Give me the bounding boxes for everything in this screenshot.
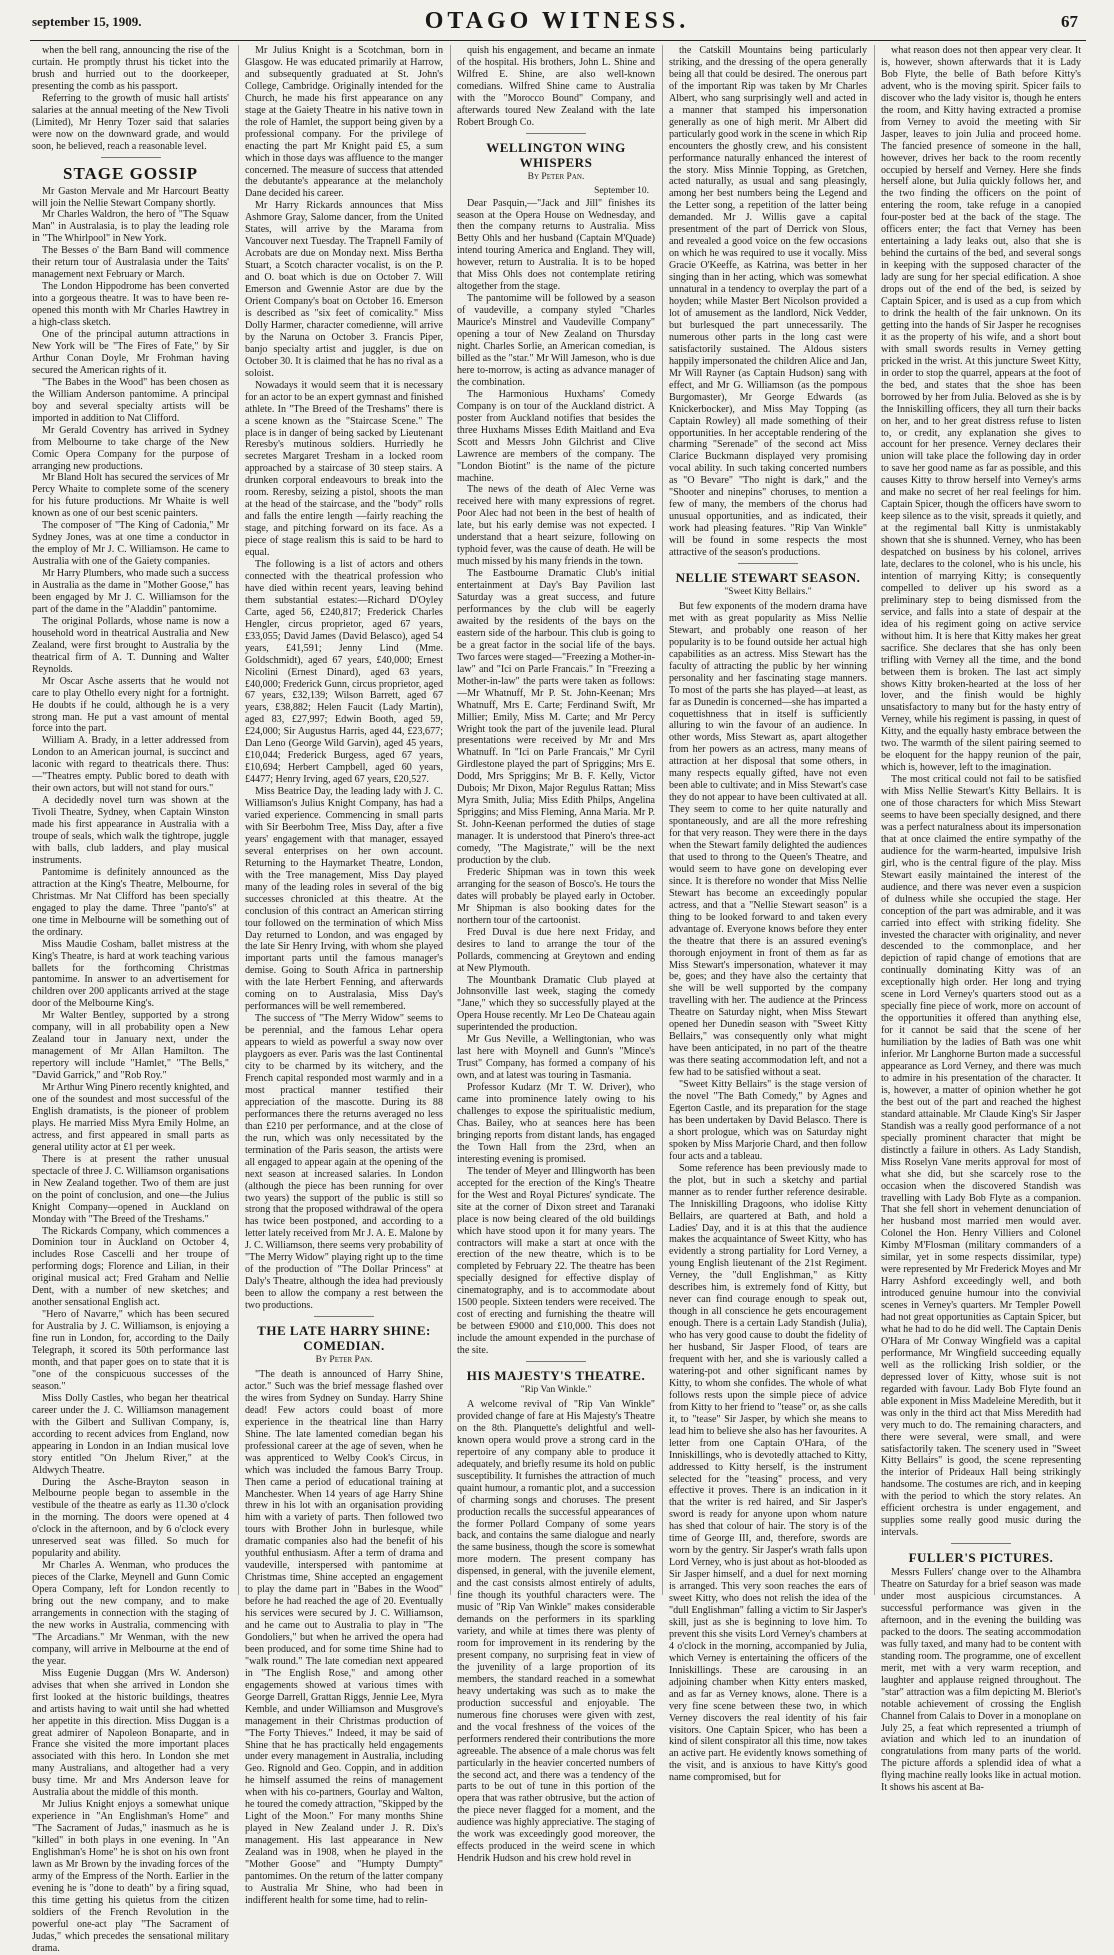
paragraph: Mr Oscar Asche asserts that he would not care to play Othello every night for a fortnight. He doubts if he could, although he is a very strong man. He put a vast amount of mental force into the part. [32, 675, 229, 735]
section-heading-fullers-pictures: FULLER'S PICTURES. [908, 1550, 1054, 1566]
column-divider [238, 45, 239, 1595]
paragraph: Miss Dolly Castles, who began her theatrical career under the J. C. Williamson management with the Gilbert and Sullivan Company, is, according to recent advices from England, now appearing in London in an Indian musical love story entitled "On Jhelum River," at the Aldwych Theatre. [32, 1392, 229, 1476]
section-heading-wellington: WELLINGTON WING WHISPERS [486, 139, 626, 170]
paragraph: The following is a list of actors and others connected with the theatrical profession who have died within recent years, leaving behind them substantial estates:—Richard D'Oyley Carte, aged 56, £240,817; Frederick Charles Hengler, circus proprietor, aged 67 years, £33,055; David James (David Belasco), aged 54 years, £41,591; Jenny Lind (Mme. Goldschmidt), aged 67 years, £40,000; Ernest Nicolini (Ernest Dinard), aged 63 years, £40,000; Frederick Gunn, circus proprietor, aged 67 years, £32,139; Wilson Barrett, aged 67 years, £38,882; Helen Faucit (Lady Martin), aged 83, £27,997; Edwin Booth, aged 59, £24,000; Sir Augustus Harris, aged 44, £23,677; Dan Leno (George Wild Garvin), aged 45 years, £10,044; Frederick Burgess, aged 67 years, £10,694; Herbert Campbell, aged 60 years, £4477; Henry Irving, aged 67 years, £20,527. [245, 558, 443, 786]
column-5 [881, 45, 1081, 1794]
paragraph: The tender of Meyer and Illingworth has been accepted for the erection of the King's Theatre for the West and Royal Pictures' syndicate. The site at the corner of Dixon street and Taranaki place is now being cleared of the old buildings which have stood upon it for many years. The contractors will make a start at once with the erection of the new theatre, which is to be completed by February 22. The theatre has been specially designed for effective display of cinematography, and is to accommodate about 1500 people. Sixteen tenders were received. The cost of erecting and furnishing the theatre will be between £9000 and £10,000. This does not include the amount expended in the purchase of the site. [457, 1165, 655, 1357]
paragraph: when the bell rang, announcing the rise of the curtain. He promptly thrust his ticket into the brush and hurried out to the doorkeeper, presenting the comb as his passport. [32, 45, 229, 92]
paragraph: what reason does not then appear very clear. It is, however, shown afterwards that it is Lady Bob Flyte, the belle of Bath before Kitty's advent, who is the moving spirit. Spicer fails to discover who the lady visitor is, though he enters the room, and Kitty having extracted a promise from Verney to avoid the meeting with Sir Jasper, leaves to join Julia and proceed home. The fancied presence of someone in the hall, however, drives her back to the room recently occupied by herself and Verney. Here she finds herself alone, but Julia quickly follows her, and the two finding the officers on the point of entering the room, take refuge in a canopied four-poster bed at the back of the stage. The officers enter; the fact that Verney has been entertaining a lady leaks out, also that she is behind the curtains of the bed, and several songs in keeping with the supposed character of the lady are sung for her special edification. A shoe drops out of the end of the bed, is seized by Captain Spicer, and is used as a cup from which to drink the health of the fair unknown. On its getting into the hands of Sir Jasper he recognises it as the property of his wife, and a short bout with small swords results in Verney getting pricked in the wrist. At this juncture Sweet Kitty, in order to stop the quarrel, appears at the foot of the bed, and states that the shoe has been borrowed by her from Julia. Beloved as she is by the Inniskilling officers, they all turn their backs on her, and to her great distress refuse to listen to, or credit, any explanation she gives to account for her presence. Verney declares their union will take place the following day in order to save her good name as far as possible, and this causes Kitty to throw herself into Verney's arms and make no secret of her real feelings for him. Captain Spicer, though the officers have sworn to keep silence as to the visit, spreads it quietly, and at the regimental ball Kitty is unmistakably shown that she is shunned. Verney, who has been despatched on business by his colonel, arrives late, declares to the colonel, who is his uncle, his intention of marrying Kitty; is consequently compelled to deliver up his sword as a preliminary step to being dismissed from the service, and falls into a state of despair at the idea of his regiment going on active service without him. It is here that Kitty makes her great sacrifice. She declares that she has only been trifling with Verney all the time, and the bond between them is broken. The last act simply shows Kitty broken-hearted at the loss of her lover, and the finish would be highly unsatisfactory to many but for the hasty entry of Verney, while his regiment is passing, in quest of Kitty, and the equally hasty embrace between the two. The warmth of the silent pairing seemed to be eloquent for the happy reunion of the pair, which is, however, left to the imagination. [881, 45, 1081, 774]
paragraph: Some reference has been previously made to the plot, but in such a sketchy and partial manner as to render further reference desirable. The Inniskilling Dragoons, who idolise Kitty Bellairs, are quartered at Bath, and hold a Ladies' Day, and it is at this that the audience makes the acquaintance of Sweet Kitty, who has evidently a strong partiality for Lord Verney, a young English lieutenant of the 21st Regiment. Verney, the "dull Englishman," as Kitty describes him, is extremely fond of Kitty, but never can find courage enough to speak out, though in all conscience he gets encouragement enough. There is a certain Lady Standish (Julia), who has very good cause to doubt the fidelity of her husband, Sir Jasper Flood, of tears are frequent with her, and she is variously called a watering-pot and other significant names by Kitty, to whom she confides. The whole of what follows rests upon the simple piece of advice from Kitty to her friend to "tease" or, as she calls it, to "tease" Sir Jasper, by which she means to lead him to believe she also has her favourites. A letter from one Captain O'Hara, of the Inniskillings, who is devotedly attached to Kitty, addressed to Kitty herself, is the instrument selected for the "teasing" process, and very effective it proves. There is an indication in it that the writer is red haired, and Sir Jasper's sword is ready for anyone upon whom nature has shed that colour of hair. The story is of the time of George III, and, therefore, swords are worn by the gentry. Sir Jasper's wrath falls upon Lord Verney, who is just about as hot-blooded as Sir Jasper himself, and a duel for next morning is arranged. This very soon reaches the ears of sweet Kitty, who does not relish the idea of the "dull Englishman" falling a victim to Sir Jasper's skill, just as she is beginning to love him. To prevent this she visits Lord Verney's chambers at 4 o'clock in the morning, accompanied by Julia, which Verney is entertaining the officers of the Inniskillings. These are carousing in an adjoining chamber when Kitty enters masked, and as far as Verney knows, alone. There is a very fine scene between these two, in which Verney discovers the real identity of his fair visitors. One Captain Spicer, who has been a kind of silent conspirator all this time, now takes an active part. He evidently knows something of the visit, and is anxious to have Kitty's good name compromised, but for [669, 1162, 867, 1784]
column-divider [662, 45, 663, 1595]
paragraph: "The death is announced of Harry Shine, actor." Such was the brief message flashed over the wires from Sydney on Sunday. Harry Shine dead! Few actors could boast of more experience in the theatrical line than Harry Shine. The late lamented comedian began his professional career at the age of seven, when he was apprenticed to Welby Cook's Circus, in which was included the famous Barry Troup. Then came a period of educational training at Manchester. When 14 years of age Harry Shine threw in his lot with an organisation providing him with a variety of parts. Then followed two tours with Brother John in burlesque, while dramatic companies also had the benefit of his youthful enthusiasm. After a term of drama and vaudeville, interspersed with pantomime at Christmas time, Shine accepted an engagement to play the dame part in "Babes in the Wood" before he had reached the age of 20. Eventually his services were secured by J. C. Williamson, and he came out to Australia to play in "The Gondoliers," but when he arrived the opera had been produced, and for some time Shine had to "walk round." The late comedian next appeared in "The English Rose," and among other engagements showed at various times with George Darrell, Grattan Riggs, Jennie Lee, Myra Kemble, and under Williamson and Musgrove's management in their Christmas production of "The Forty Thieves." Indeed, it may be said of Shine that he has practically held engagements under every management in Australia, including Geo. Rignold and Geo. Coppin, and in addition he himself assumed the reins of management when with his co-partners, Gourlay and Walton, he toured the comedy attraction, "Skipped by the Light of the Moon." For many months Shine played in New Zealand under J. R. Dix's management. His last appearance in New Zealand was in 1908, when he played in the "Mother Goose" and "Humpty Dumpty" pantomimes. On the return of the latter company to Australia Mr Shine, who had been in indifferent health for some time, had to relin- [245, 1368, 443, 1906]
paragraph: During the Asche-Brayton season in Melbourne people began to assemble in the vestibule of the theatre as early as 11.30 o'clock in the morning. The doors were opened at 4 o'clock in the afternoon, and by 6 o'clock every unreserved seat was filled. So much for popularity and ability. [32, 1476, 229, 1560]
paragraph: Mr Bland Holt has secured the services of Mr Percy Whaite to complete some of the scenery for his future productions. Mr Whaite is well known as one of our best scenic painters. [32, 472, 229, 520]
column-2 [245, 45, 443, 1906]
paragraph: The Besses o' the Barn Band will commence their return tour of Australasia under the Taits' management next February or March. [32, 245, 229, 281]
paragraph: Mr Charles A. Wenman, who produces the pieces of the Clarke, Meynell and Gunn Comic Opera Company, left for London recently to bring out the new company, and to make arrangements in connection with the staging of the new works in Australia, commencing with "The Arcadians." Mr Wenman, with the new company, will arrive in Melbourne at the end of the year. [32, 1560, 229, 1667]
paragraph: Mr Walter Bentley, supported by a strong company, will in all probability open a New Zealand tour in January next, under the management of Mr Allan Hamilton. The repertory will include "Hamlet," "The Bells," "David Garrick," and "Rob Roy." [32, 1010, 229, 1082]
paragraph: The most critical could not fail to be satisfied with Miss Nellie Stewart's Kitty Bellairs. It is one of those characters for which Miss Stewart seems to have been specially designed, and there was a perfect naturalness about its impersonation that at once claimed the entire sympathy of the audience for the warm-hearted, impulsive Irish girl, who is the central figure of the play. Miss Stewart easily maintained the interest of the audience, and there was never even a suspicion of dulness while she occupied the stage. Her conception of the part was admirable, and it was carried into effect with striking fidelity. She invested the character with originality, and never descended to the commonplace, and her depiction of rapid change of emotions that are continually dominating Kitty was of an exceptionally high order. Her long and trying scene in Lord Verney's quarters stood out as a specially fine piece of work, more on account of the opportunities it offered than anything else, for it cannot be said that the scene of her humiliation by the ladies of Bath was one whit inferior. Mr Langhorne Burton made a successful appearance as Lord Verney, and there was much to admire in his presentation of the character. It is, however, a matter of opinion whether he got the best out of the part and reached the highest standard attainable. Mr Claude King's Sir Jasper Standish was a really good performance of a not specially prominent character that might be distinctly a failure in others. As Lady Standish, Miss Roselyn Vane merits approval for most of what she did, but she scarcely rose to the occasion when the discovered Standish was travelling with Lady Bob Flyte as a companion. That she fell short in vehement denunciation of her husband most married men would aver. Colonel the Hon. Henry Villiers and Colonel Kimby M'Flosman (military commanders of a similar, yet in some respects dissimilar, type) were represented by Mr Frederick Moyes and Mr Harry Ashford exceedingly well, and both introduced genuine humour into the convivial scenes in Verney's quarters. Mr Templer Powell had not great opportunities as Captain Spicer, but what he had to do he did well. The Captain Denis O'Hara of Mr Conway Wingfield was a capital performance, Mr Wingfield succeeding equally well as the rollicking Irish soldier, or the depressed lover of Kitty, whose suit is not regarded with favour. Lady Bob Flyte found an able exponent in Miss Madeleine Meredith, but it was only in the third act that Miss Meredith had very much to do. The remaining characters, and there were several, were small, and were satisfactorily taken. The scenery used in "Sweet Kitty Bellairs" is good, the scene representing the interior of Prideaux Hall being strikingly handsome. The costumes are rich, and in keeping with the period to which the story relates. An efficient orchestra is under engagement, and supplies some really good music during the intervals. [881, 774, 1081, 1539]
paragraph: Dear Pasquin,—"Jack and Jill" finishes its season at the Opera House on Wednesday, and then the company returns to Australia. Miss Betty Ohls and her husband (Captain M'Quade) intend touring America and England. They will, however, return to Australia. It is to be hoped that Miss Ohls does not contemplate retiring altogether from the stage. [457, 197, 655, 293]
paragraph: Mr Julius Knight is a Scotchman, born in Glasgow. He was educated primarily at Harrow, and subsequently graduated at St. John's College, Cambridge. Originally intended for the Church, he made his first appearance on any stage at the Gaiety Theatre in his native town in the role of Hamlet, the support being given by a professional company. For the privilege of enacting the part Mr Knight paid £5, a sum which in those days was affluence to the manger concerned. The measure of success that attended the debutante's appearance at the melancholy Dane decided his career. [245, 45, 443, 200]
column-1 [32, 45, 229, 1954]
paragraph: The pantomime will be followed by a season of vaudeville, a company styled "Charles Maurice's Minstrel and Vaudeville Company" opening a tour of New Zealand on Thursday night. Charles Sorlie, an American comedian, is billed as the "star." Mr Will Jameson, who is due here to-morrow, is acting as advance manager of the combination. [457, 293, 655, 388]
paragraph: Mr Harry Plumbers, who made such a success in Australia as the dame in "Mother Goose," has been engaged by Mr J. C. Williamson for the part of the dame in the "Aladdin" pantomime. [32, 568, 229, 615]
newspaper-title: OTAGO WITNESS. [424, 8, 690, 34]
masthead-rule [30, 40, 1086, 41]
column-3 [457, 45, 655, 1865]
column-4 [669, 45, 867, 1784]
paragraph: The success of "The Merry Widow" seems to be perennial, and the famous Lehar opera appears to wield as powerful a sway now over playgoers as ever. Paris was the last Continental city to be charmed by its witchery, and the French capital responded most warmly and in a most practical manner testified their appreciation of the mascotte. During its 88 performances there the returns averaged no less than £210 per performance, and at the close of the run, which was only necessitated by the termination of the Paris season, the artists were all engaged to appear again at the opening of the next season at increased salaries. In London (although the piece has been running for over two years) the support of the public is still so strong that the proposed withdrawal of the opera has twice been postponed, and according to a letter lately received from Mr J. A. E. Malone by J. C. Williamson, there seems very probability of "The Merry Widow" playing right up to the time of the production of "The Dollar Princess" at Daly's Theatre, although the idea had previously been to allow the company a rest between the two productions. [245, 1013, 443, 1312]
issue-date: september 15, 1909. [32, 14, 142, 29]
section-rule [526, 1361, 586, 1362]
paragraph: Miss Beatrice Day, the leading lady with J. C. Williamson's Julius Knight Company, has had a varied experience. Commencing in small parts with Sir Beerbohm Tree, Miss Day, after a five years' engagement with that manager, essayed several enterprises on her own account. Returning to the Haymarket Theatre, London, with the Tree management, Miss Day played many of the leading roles in several of the big successes chronicled at this theatre. At the conclusion of this contract an American stirring tour followed on the termination of which Miss Day returned to London, and was engaged by the late Sir Henry Irving, with whom she played important parts until the famous manager's demise. Going to South Africa in partnership with the late Herbert Fenning, and afterwards coming on to Australasia, Miss Day's performances will be well remembered. [245, 786, 443, 1013]
paragraph: "Sweet Kitty Bellairs" is the stage version of the novel "The Bath Comedy," by Agnes and Egerton Castle, and its preparation for the stage has been undertaken by David Belasco. There is a short prologue, which was on Saturday night spoken by Miss Marjorie Chard, and then follow four acts and a tableau. [669, 1079, 867, 1162]
section-rule [101, 157, 161, 158]
paragraph: Mr Charles Waldron, the hero of "The Squaw Man" in Australasia, is to play the leading role in "The Whirlpool" in New York. [32, 209, 229, 245]
paragraph: The London Hippodrome has been converted into a gorgeous theatre. It was to have been re-opened this month with Mr Charles Hawtrey in a high-class sketch. [32, 281, 229, 329]
paragraph: Mr Gaston Mervale and Mr Harcourt Beatty will join the Nellie Stewart Company shortly. [32, 185, 229, 209]
paragraph: Professor Kudarz (Mr T. W. Driver), who came into prominence lately owing to his challenges to expose the spiritualistic medium, Chas. Bailey, who at seances here has been bringing reports from distant lands, has engaged the Town Hall from the 23rd, when an interesting evening is promised. [457, 1082, 655, 1165]
paragraph: The Mountbank Dramatic Club played at Johnsonville last week, staging the comedy "Jane," which they so successfully played at the Opera House recently. Mr Leo De Chateau again superintended the production. [457, 974, 655, 1034]
column-divider [874, 45, 875, 1595]
section-rule [314, 1316, 374, 1317]
paragraph: the Catskill Mountains being particularly striking, and the dressing of the opera generally being all that could be desired. The onerous part of the important Rip was taken by Mr Charles Albert, who sang surprisingly well and acted in a manner that stamped his impersonation generally as one of high merit. Mr Albert did particularly good work in the scene in which Rip encounters the ghostly crew, and his consistent performance naturally enhanced the interest of the story. Miss Minnie Topping, as Gretchen, acted naturally, as usual and sang pleasingly, among her best numbers being the Legend and the Letter song, a repetition of the latter being demanded. Mr J. Willis gave a capital presentment of the part of Derrick von Slous, and revealed a good voice on the few occasions on which he was required to use it vocally. Miss Gracie O'Keeffe, as Katrina, was better in her singing than in her acting, which was somewhat unnatural in a tendency to overplay the part of a hoyden; while Master Bert Nicolson provided a lot of amusement as the landlord, Nick Vedder, but burlesqued the part unnecessarily. The numerous other parts in the long cast were satisfactorily sustained. The Aldous sisters happily impersonated the children Alice and Jan, Mr Will Rayner (as Captain Hudson) sang with effect, and Mr G. Williamson (as the pompous Burgomaster), Mr George Edwards (as Knickerbocker), and Miss May Topping (as Captain Rowley) all made something of their opportunities. In her acceptable rendering of the charming "Serenade" of the second act Miss Clarice Buckmann displayed very promising vocal ability. In such taking concerted numbers as "O Bevare" "Tho night is dark," and the "Shooter and ninepins" choruses, to mention a few of many, the members of the chorus had unusual opportunities, and as indicated, their work had pleasing features. "Rip Van Winkle" will be found in some respects the most attractive of the season's productions. [669, 45, 867, 559]
paragraph: A welcome revival of "Rip Van Winkle" provided change of fare at His Majesty's Theatre on the 8th. Planquette's delightful and well-known opera would prove a strong card in the repertoire of any company able to produce it adequately, and briefly resume its hold on public susceptibility. It furnishes the attraction of much quaint humour, a romantic plot, and a succession of charming songs and choruses. The present production recalls the successful appearances of the former Pollard Company of some years back, and contains the same dialogue and nearly the same business, though the score is somewhat more modern. The present company has dispensed, in general, with the juvenile element, and the cast consists almost entirely of adults, fine though its youthful characters were. The music of "Rip Van Winkle" makes considerable demands on the performers in its sparkling variety, and while at times there was plenty of room for improvement in its rendering by the present company, no surprising feat in view of the juvenility of a large proportion of its members, the standard reached in a somewhat heavy undertaking was such as to make the production successful and enjoyable. The numerous fine choruses were given with zest, and the vocal freshness of the voices of the performers rendered their contributions the more agreeable. The absence of a male chorus was felt particularly in the heavier concerted numbers of the second act, and there was a tendency of the parts to be out of tune in this portion of the opera that was rather obtrusive, but the action of the piece never flagged for a moment, and the audience was highly appreciative. The staging of the work was exceedingly good moreover, the effects produced in the weird scene in which Hendrik Hudson and his crew hold revel in [457, 1398, 655, 1865]
section-heading-nellie-stewart: NELLIE STEWART SEASON. [675, 569, 861, 585]
paragraph: There is at present the rather unusual spectacle of three J. C. Williamson organisations in New Zealand together. Two of them are just on the point of conclusion, and one—the Julius Knight Company—opened in Auckland on Monday with "The Breed of the Treshams." [32, 1153, 229, 1225]
paragraph: The Eastbourne Dramatic Club's initial entertainment at Day's Bay Pavilion last Saturday was a great success, and future performances by the club will be eagerly awaited by the residents of the bays on the eastern side of the harbour. This club is going to be a great factor in the social life of the bays. Two farces were staged—"Freezing a Mother-in-law" and "Ici on Parle Francais." In "Freezing a Mother-in-law" the parts were taken as follows:—Mr Whatnuff, Mr P. St. John-Keenan; Mrs Whatnuff, Mrs E. Carte; Ferdinand Swift, Mr Millier; Emily, Miss M. Carte; and Mr Percy Wright took the part of the juvenile lead. Plural presentations were received by Mr and Mrs Whatnuff. In "Ici on Parle Francais," Mr Cyril Girdlestone played the part of Spriggins; Mrs E. Dodd, Mrs Spriggins; Mr B. F. Kelly, Victor Dubois; Mr Dixon, Major Regulus Rattan; Miss Myra Smith, Julia; Miss Edith Philps, Angelina Spriggins; and Miss Fleming, Anna Maria. Mr P. St. John-Keenan performed the duties of stage manager. It is understood that Pinero's three-act comedy, "The Magistrate," will be the next production by the club. [457, 568, 655, 866]
paragraph: The original Pollards, whose name is now a household word in theatrical Australia and New Zealand, were first brought to Australia by the theatrical firm of A. T. Dunning and Walter Reynolds. [32, 615, 229, 675]
page-number: 67 [1061, 12, 1078, 31]
paragraph: But few exponents of the modern drama have met with as great popularity as Miss Nellie Stewart, and probably one reason of her popularity is to be found outside her actual high capabilities as an actress. Miss Stewart has the faculty of attracting the public by her winning personality and her fascinating stage manners. To most of the parts she has played—at least, as far as Dunedin is concerned—she has imparted a coquettishness that in itself is sufficiently alluring to win the favour of an audience. In other words, Miss Stewart as, apart altogether from her powers as an actress, many means of attraction at her disposal that some others, in many respects equally gifted, have not even been able to cultivate; and in Miss Stewart's case they do not appear to have been cultivated at all. They seem to come to her quite naturally and spontaneously, and are all the more refreshing for that very reason. They were there in the days when the Stewart family delighted the audiences that used to throng to the Queen's Theatre, and would seem to have gone on developing ever since. It is therefore no wonder that Miss Nellie Stewart has become an exceedingly popular actress, and that a "Nellie Stewart season" is a thing to be looked forward to and taken every advantage of. Everyone knows before they enter the theatre that there is an assured evening's thorough enjoyment in front of them as far as Miss Stewart's impersonation, whatever it may be, goes; and they have also the certainty that she will be well supported by the company travelling with her. The audience at the Princess Theatre on Saturday night, when Miss Stewart opened her Dunedin season with "Sweet Kitty Bellairs," was consequently only what might have been anticipated, in no part of the theatre was there seating accommodation left, and not a few had to be satisfied without a seat. [669, 600, 867, 1079]
masthead [0, 0, 1114, 42]
dateline: September 10. [594, 185, 649, 196]
paragraph: One of the principal autumn attractions in New York will be "The Fires of Fate," by Sir Arthur Conan Doyle, Mr Frohman having secured the American rights of it. [32, 329, 229, 376]
paragraph: "Hero of Navarre," which has been secured for Australia by J. C. Williamson, is enjoying a fine run in London, for, according to the Daily Telegraph, it scored its 50th performance last month, and that paper goes on to state that it is "one of the conspicuous successes of the season." [32, 1309, 229, 1392]
paragraph: Mr Harry Rickards announces that Miss Ashmore Gray, Salome dancer, from the United States, will arrive by the Marama from Vancouver next Tuesday. The Trapnell Family of Acrobats are due on Monday next. Miss Bertha Stuart, a Scotch character vocalist, is on the P. and O. boat which is due on October 7. Will Emerson and Gwennie Astor are due by the Orient Company's boat on October 16. Emerson is described as "six feet of comicality." Miss Dolly Harmer, character comedienne, will arrive by the Naruna on October 3. Francis Piper, banjo specialty artist and juggler, is due on October 30. It is claimed that he has no rival as a soloist. [245, 200, 443, 379]
paragraph: A decidedly novel turn was shown at the Tivoli Theatre, Sydney, when Captain Winston made his first appearance in Australia with a troupe of seals, which walk the tightrope, juggle with balls, club ladders, and play musical instruments. [32, 795, 229, 866]
section-rule [951, 1543, 1011, 1544]
paragraph: Pantomime is definitely announced as the attraction at the King's Theatre, Melbourne, for Christmas. Mr Nat Clifford has been specially engaged to play the dame. Three "panto's" at one time in Melbourne will be something out of the ordinary. [32, 866, 229, 938]
paragraph: Mr Gus Neville, a Wellingtonian, who was last here with Moynell and Gunn's "Mince's Trust" Company, has formed a company of his own, and at latest was touring in Tasmania. [457, 1034, 655, 1082]
paragraph: The Harmonious Huxhams' Comedy Company is on tour of the Auckland district. A poster from Auckland notifies that besides the three Huxhams Misses Edith Maitland and Eva Scott and Messrs John Gilchrist and Clive Lawrence are members of the company. The "London Biotint" is the name of the picture machine. [457, 388, 655, 484]
paragraph: Mr Arthur Wing Pinero recently knighted, and one of the soundest and most successful of the English dramatists, is the pioneer of problem plays. He married Miss Myra Emily Holme, an actress, and first appeared in small parts as general utility actor at £1 per week. [32, 1082, 229, 1153]
section-heading-his-majestys: HIS MAJESTY'S THEATRE. [466, 1368, 646, 1384]
section-rule [738, 563, 798, 564]
subheading: "Rip Van Winkle." [520, 1385, 592, 1396]
paragraph: Miss Eugenie Duggan (Mrs W. Anderson) advises that when she arrived in London she first looked at the historic buildings, theatres and artists having to wait until she had whetted her appetite in this direction. Miss Duggan is a great admirer of Napoleon Bonaparte, and in France she visited the more important places associated with this hero. In London she met many Australians, and altogether had a very busy time. Mr and Mrs Anderson leave for Australia about the middle of this month. [32, 1667, 229, 1799]
paragraph: Nowadays it would seem that it is necessary for an actor to be an expert gymnast and finished athlete. In "The Breed of the Treshams" there is a scene known as the "Staircase Scene." The place is in danger of being sacked by Lieutenant Reresby's mutinous soldiers. Hurriedly he secretes Margaret Tresham in a locked room approached by a staircase of 30 steep stairs. A drunken corporal endeavours to break into the room. Reresby, seizing a pistol, shoots the man at the head of the staircase, and the "body" rolls and falls the entire length —fairly reaching the stage, and pitching forward on its face. As a piece of stage realism this is said to be hard to equal. [245, 379, 443, 559]
byline: By Peter Pan. [527, 171, 585, 182]
paragraph: Fred Duval is due here next Friday, and desires to land to arrange the tour of the Pollards, commencing at Greytown and ending at New Plymouth. [457, 926, 655, 974]
paragraph: Mr Gerald Coventry has arrived in Sydney from Melbourne to take charge of the New Comic Opera Company for the purpose of arranging new productions. [32, 424, 229, 472]
paragraph: Frederic Shipman was in town this week arranging for the season of Bosco's. He tours the dates will probably be played early in October. Mr Shipman is also booking dates for the northern tour of the cartoonist. [457, 866, 655, 926]
paragraph: William A. Brady, in a letter addressed from London to an American journal, is succinct and laconic with regard to theatricals there. Thus:—"Theatres empty. Public bored to death with their own actors, but will not stand for ours." [32, 735, 229, 795]
subheading: "Sweet Kitty Bellairs." [724, 586, 812, 597]
section-rule [526, 133, 586, 134]
paragraph: quish his engagement, and became an inmate of the hospital. His brothers, John L. Shine and Wilfred E. Shine, are also well-known comedians. Wilfred Shine came to Australia with the "Morocco Bound" Company, and afterwards toured New Zealand with the late Robert Brough Co. [457, 45, 655, 128]
section-heading-harry-shine: THE LATE HARRY SHINE: COMEDIAN. [257, 1323, 431, 1354]
column-divider [450, 45, 451, 1595]
paragraph: Referring to the growth of music hall artists' salaries at the annual meeting of the New Tivoli (Limited), Mr Henry Tozer said that salaries were now on the downward grade, and would soon, he believed, reach a reasonable level. [32, 92, 229, 152]
paragraph: Miss Maudie Cosham, ballet mistress at the King's Theatre, is hard at work teaching various ballets for the forthcoming Christmas pantomime. In answer to an advertisement for children over 200 applicants arrived at the stage door of the Melbourne King's. [32, 938, 229, 1010]
paragraph: The Rickards Company, which commences a Dominion tour in Auckland on October 4, includes Rose Cascelli and her troupe of performing dogs; Florence and Lilian, in their original musical act; Fred Graham and Nellie Dent, with a number of new sketches; and another sensational English act. [32, 1225, 229, 1309]
paragraph: "The Babes in the Wood" has been chosen as the William Anderson pantomime. A principal boy and several specialty artists will be imported in addition to Nat Clifford. [32, 376, 229, 424]
paragraph: The composer of "The King of Cadonia," Mr Sydney Jones, was at one time a conductor in the employ of Mr J. C. Williamson. He came to Australia with one of the Gaiety companies. [32, 520, 229, 568]
section-heading-stage-gossip: STAGE GOSSIP [63, 163, 198, 183]
paragraph: Mr Julius Knight enjoys a somewhat unique experience in "An Englishman's Home" and "The Sacrament of Judas," inasmuch as he is "killed" in both plays in one evening. In "An Englishman's Home" he is shot on his own front lawn as Mr Brown by the invading forces of the army of the Empress of the North. Earlier in the evening he is "done to death" by a firing squad, this time getting his quietus from the citizen soldiers of the French Revolution in the powerful one-act play "The Sacrament of Judas," which precedes the sensational military drama. [32, 1799, 229, 1954]
byline: By Peter Pan. [315, 1355, 373, 1366]
paragraph: Messrs Fullers' change over to the Alhambra Theatre on Saturday for a brief season was made under most auspicious circumstances. A successful performance was given in the afternoon, and in the evening the building was packed to the doors. The seating accommodation was fully taxed, and many had to be content with standing room. The programme, one of excellent merit, met with a very warm reception, and laughter and applause reigned throughout. The "star" attraction was a film depicting M. Bleriot's notable achievement of crossing the English Channel from Calais to Dover in a monoplane on July 25, a feat which represented a triumph of aviation and which led to an inundation of congratulations from many parts of the world. The picture affords a splendid idea of what a flying machine really looks like in actual motion. It shows his ascent at Ba- [881, 1567, 1081, 1794]
paragraph: The news of the death of Alec Verne was received here with many expressions of regret. Poor Alec had not been in the best of health of late, but his early demise was not expected. I understand that a heart seizure, following on typhoid fever, was the cause of death. He will be much missed by his many friends in the town. [457, 484, 655, 568]
